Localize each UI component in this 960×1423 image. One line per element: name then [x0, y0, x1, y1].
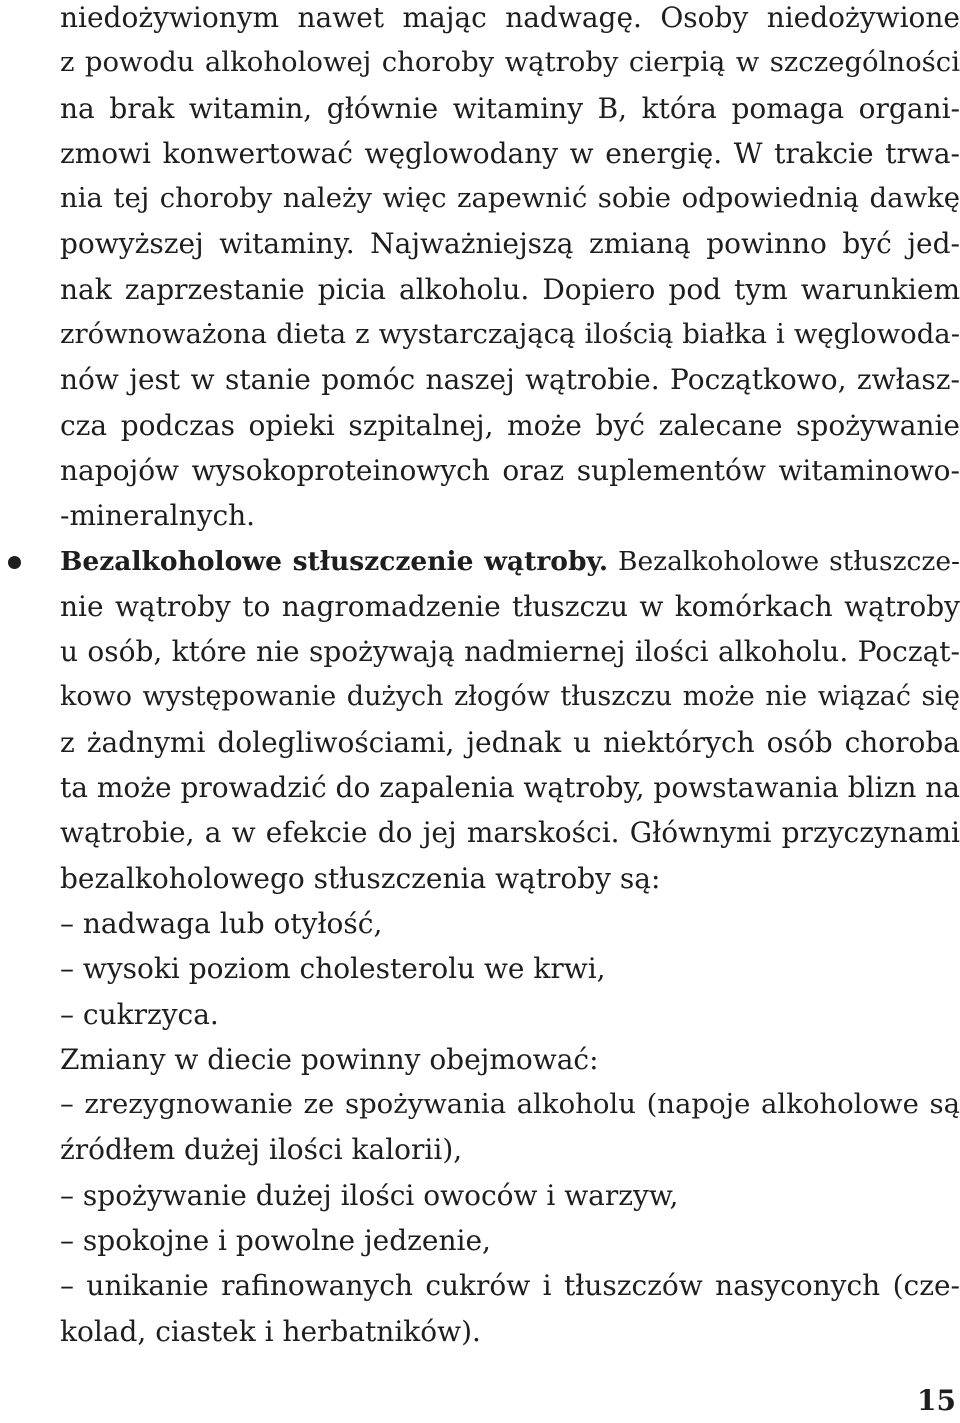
text-line: ta może prowadzić do zapalenia wątroby, powstawania blizn na: [60, 771, 960, 805]
page-body: [60, 0, 960, 1354]
diet-intro: Zmiany w diecie powinny obejmować:: [60, 1042, 599, 1076]
list-item: – cukrzyca.: [60, 997, 219, 1031]
bullet-icon: [8, 556, 21, 569]
list-item: – spożywanie dużej ilości owoców i warzyw,: [60, 1178, 679, 1212]
list-item: – nadwaga lub otyłość,: [60, 906, 383, 940]
text-line: zrównoważona dieta z wystarczającą ilością białka i węglowoda-: [60, 318, 960, 351]
text-line: nak zaprzestanie picia alkoholu. Dopiero pod tym warunkiem: [60, 272, 960, 306]
section-first-line: [60, 539, 960, 584]
list-item: – wysoki poziom cholesterolu we krwi,: [60, 952, 606, 986]
text-line: niedożywionym nawet mając nadwagę. Osoby niedożywione: [60, 1, 960, 34]
text-line: z żadnymi dolegliwościami, jednak u niektórych osób choroba: [60, 725, 960, 759]
section-heading-rest: Bezalkoholowe stłuszcze-: [608, 545, 960, 577]
section-nafld: [60, 539, 960, 1354]
list-item: – spokojne i powolne jedzenie,: [60, 1224, 491, 1258]
page-number: 15: [917, 1384, 956, 1417]
list-item: kolad, ciastek i herbatników).: [60, 1314, 481, 1348]
text-line: napojów wysokoproteinowych oraz suplementów witaminowo-: [60, 453, 960, 487]
list-item: – unikanie rafinowanych cukrów i tłuszczów nasyconych (cze-: [60, 1269, 960, 1303]
text-line: zmowi konwertować węglowodany w energię. W trakcie trwa-: [60, 136, 960, 170]
text-line: -mineralnych.: [60, 499, 256, 533]
section-heading: Bezalkoholowe stłuszczenie wątroby.: [60, 545, 609, 577]
list-item: – zrezygnowanie ze spożywania alkoholu (napoje alkoholowe są: [60, 1088, 960, 1121]
text-line: powyższej witaminy. Najważniejszą zmianą powinno być jed-: [60, 227, 960, 261]
list-item: źródłem dużej ilości kalorii),: [60, 1133, 463, 1167]
text-line: wątrobie, a w efekcie do jej marskości. Głównymi przyczynami: [60, 816, 960, 850]
text-line: bezalkoholowego stłuszczenia wątroby są:: [60, 861, 661, 895]
text-line: na brak witamin, głównie witaminy B, która pomaga organi-: [60, 91, 960, 125]
text-line: kowo występowanie dużych złogów tłuszczu może nie wiązać się: [60, 681, 960, 713]
causes-list: [60, 901, 960, 1037]
text-line: nów jest w stanie pomóc naszej wątrobie. Początkowo, zwłasz-: [60, 363, 960, 397]
text-line: nia tej choroby należy więc zapewnić sobie odpowiednią dawkę: [60, 182, 960, 215]
paragraph-continuation: [60, 0, 960, 539]
text-line: u osób, które nie spożywają nadmiernej ilości alkoholu. Począt-: [60, 635, 960, 669]
text-line: z powodu alkoholowej choroby wątroby cierpią w szczególności: [60, 46, 960, 79]
diet-list: [60, 1082, 960, 1354]
text-line: nie wątroby to nagromadzenie tłuszczu w komórkach wątroby: [60, 589, 960, 623]
text-line: cza podczas opieki szpitalnej, może być zalecane spożywanie: [60, 408, 960, 442]
